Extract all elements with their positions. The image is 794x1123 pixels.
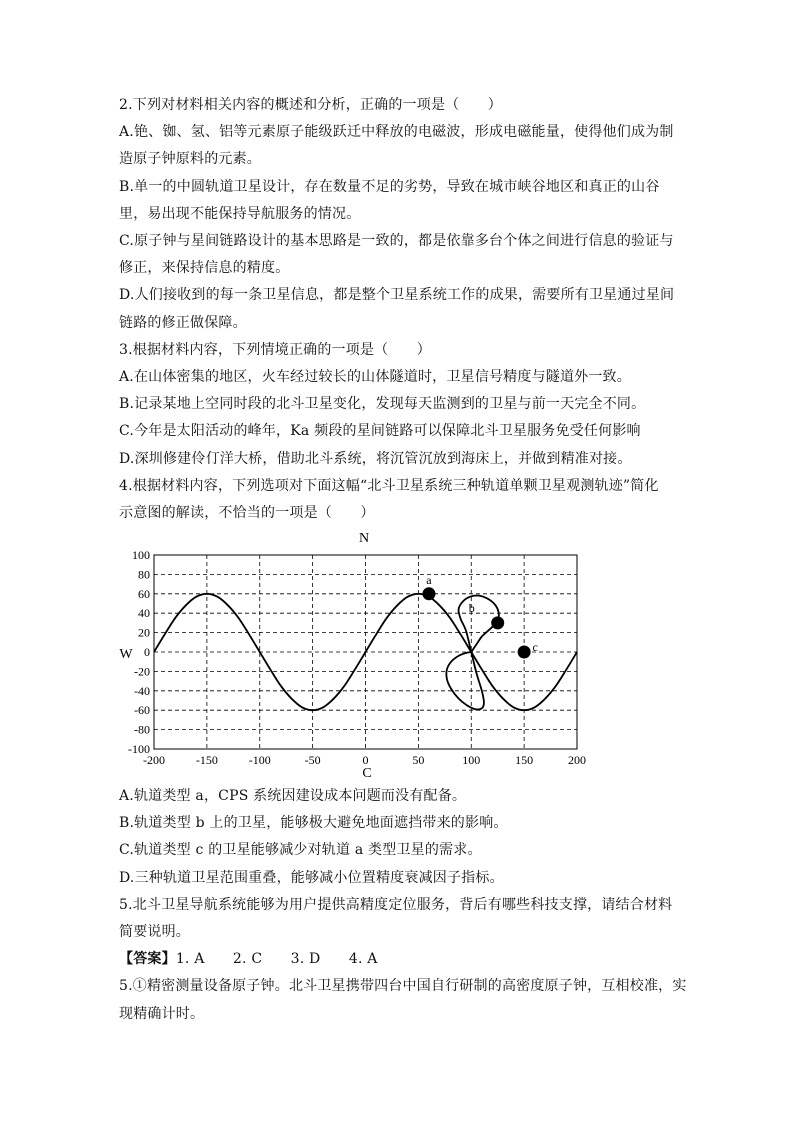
marker-a <box>422 587 435 600</box>
q5-stem-line-1: 5.北斗卫星导航系统能够为用户提供高精度定位服务，背后有哪些科技支撑，请结合材料 <box>119 896 673 913</box>
q2-option-b-line-1: B.单一的中圆轨道卫星设计，存在数量不足的劣势，导致在城市峡谷地区和真正的山谷 <box>119 178 660 195</box>
q2-option-d-line-2: 链路的修正做保障。 <box>119 314 247 331</box>
x-tick-label: -200 <box>143 753 165 767</box>
q5-stem-line-2: 简要说明。 <box>119 924 190 941</box>
q3-option-b: B.记录某地上空同时段的北斗卫星变化，发现每天监测到的卫星与前一天完全不同。 <box>119 396 646 413</box>
y-tick-label: -60 <box>134 703 150 718</box>
axis-layer <box>128 548 586 767</box>
q4-option-c: C.轨道类型 c 的卫星能够减少对轨道 a 类型卫星的需求。 <box>119 842 482 859</box>
answer-label: 【答案】 <box>119 951 176 968</box>
x-tick-label: -150 <box>195 753 218 767</box>
marker-label-c: c <box>532 640 538 654</box>
north-label: N <box>358 531 370 546</box>
y-tick-label: -100 <box>128 742 150 756</box>
x-tick-label: 100 <box>462 753 481 767</box>
x-tick-label: -50 <box>304 753 321 767</box>
y-tick-label: -20 <box>134 664 150 679</box>
q2-option-a-line-1: A.铯、铷、氢、铝等元素原子能级跃迁中释放的电磁波，形成电磁能量，使得他们成为制 <box>119 124 674 141</box>
x-tick-label: -100 <box>248 753 271 767</box>
q2-option-d-line-1: D.人们接收到的每一条卫星信息，都是整个卫星系统工作的成果，需要所有卫星通过星间 <box>119 287 675 304</box>
y-tick-label: 0 <box>144 645 150 659</box>
q3-stem: 3.根据材料内容，下列情境正确的一项是（ ） <box>119 341 431 358</box>
marker-label-b: b <box>468 600 475 615</box>
question-text <box>119 92 679 527</box>
marker-label-a: a <box>426 572 432 587</box>
q3-option-c: C.今年是太阳活动的峰年，Ka 频段的星间链路可以保障北斗卫星服务免受任何影响 <box>119 423 641 440</box>
x-tick-label: 50 <box>412 753 425 767</box>
answer-5-line-2: 现精确计时。 <box>119 1005 205 1022</box>
answer-5-line-1: 5.①精密测量设备原子钟。北斗卫星携带四台中国自行研制的高密度原子钟，互相校准，实 <box>119 978 687 995</box>
q4-option-b: B.轨道类型 b 上的卫星，能够极大避免地面遮挡带来的影响。 <box>119 815 508 832</box>
q4-option-d: D.三种轨道卫星范围重叠，能够减小位置精度衰减因子指标。 <box>119 869 504 886</box>
q4-stem-line-1: 4.根据材料内容，下列选项对下面这幅“北斗卫星系统三种轨道单颗卫星观测轨迹”简化 <box>119 477 659 494</box>
y-tick-label: 80 <box>138 567 150 582</box>
q4-option-a: A.轨道类型 a，CPS 系统因建设成本问题而没有配备。 <box>119 788 467 804</box>
q2-option-c-line-2: 修正，来保持信息的精度。 <box>119 260 290 277</box>
x-tick-label: 200 <box>568 753 586 767</box>
orbit-track-chart <box>119 527 599 782</box>
orbit-track-svg <box>119 527 599 782</box>
y-tick-label: 100 <box>132 548 150 562</box>
y-tick-label: 20 <box>138 625 150 640</box>
answer-items: 1. A 2. C 3. D 4. A <box>175 951 378 968</box>
q2-option-b-line-2: 里，易出现不能保持导航服务的情况。 <box>119 205 361 222</box>
options-and-answers <box>119 783 689 1028</box>
q2-option-a-line-2: 造原子钟原料的元素。 <box>119 151 261 168</box>
y-tick-label: -80 <box>134 722 150 737</box>
q2-stem: 2.下列对材料相关内容的概述和分析，正确的一项是（ ） <box>119 97 502 113</box>
q4-stem-line-2: 示意图的解读，不恰当的一项是（ ） <box>119 505 375 522</box>
y-tick-label: -40 <box>134 683 150 698</box>
marker-layer <box>422 573 537 659</box>
x-tick-label: 150 <box>515 753 534 767</box>
west-label: W <box>119 647 133 662</box>
south-label: C <box>362 766 372 781</box>
q2-option-c-line-1: C.原子钟与星间链路设计的基本思路是一致的，都是依靠多台个体之间进行信息的验证与 <box>119 233 674 250</box>
marker-c <box>518 646 531 659</box>
y-tick-label: 60 <box>138 586 150 601</box>
q3-option-d: D.深圳修建伶仃洋大桥，借助北斗系统，将沉管沉放到海床上，并做到精准对接。 <box>119 450 632 467</box>
x-tick-label: 0 <box>362 753 369 767</box>
q3-option-a: A.在山体密集的地区，火车经过较长的山体隧道时，卫星信号精度与隧道外一致。 <box>119 369 631 386</box>
y-tick-label: 40 <box>138 606 150 621</box>
answer-line <box>119 946 689 973</box>
marker-b <box>491 616 504 629</box>
